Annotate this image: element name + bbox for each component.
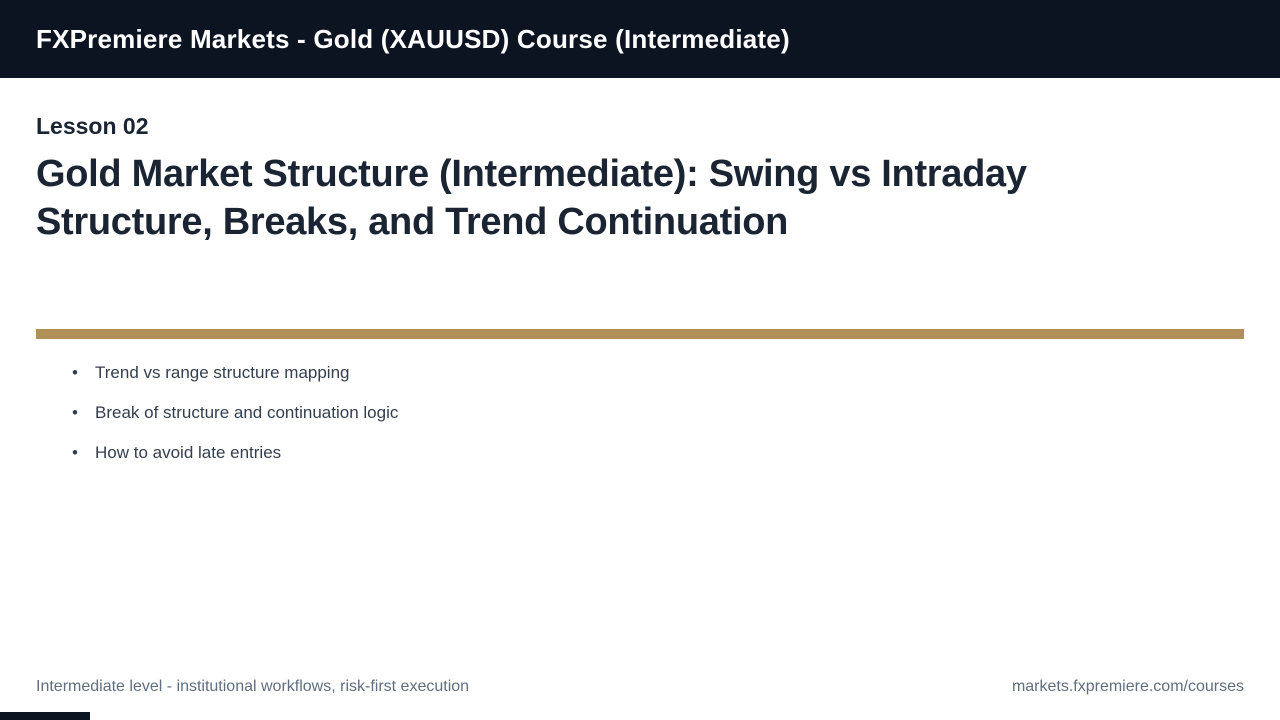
list-item [72,440,1244,466]
lesson-number-label: Lesson 02 [36,113,149,139]
footer-url: markets.fxpremiere.com/courses [1011,678,1244,695]
header-bar [0,0,1280,78]
footer [36,678,1244,696]
bullet-list [36,360,1244,466]
slide-content [0,78,1280,480]
slide-title: Gold Market Structure (Intermediate): Swing vs Intraday Structure, Breaks, and Trend Continuation [36,153,1027,243]
bullet-icon: • [72,363,78,382]
progress-bar [0,712,90,720]
bullet-text: Trend vs range structure mapping [95,363,350,382]
bullet-text: Break of structure and continuation logic [95,403,399,422]
footer-left-text: Intermediate level - institutional workflows, risk-first execution [36,678,470,695]
list-item [72,360,1244,386]
course-title: FXPremiere Markets - Gold (XAUUSD) Course (Intermediate) [36,23,790,54]
list-item [72,400,1244,426]
gold-divider [36,329,1244,339]
bullet-text: How to avoid late entries [95,443,282,462]
bullet-icon: • [72,443,78,462]
bullet-icon: • [72,403,78,422]
